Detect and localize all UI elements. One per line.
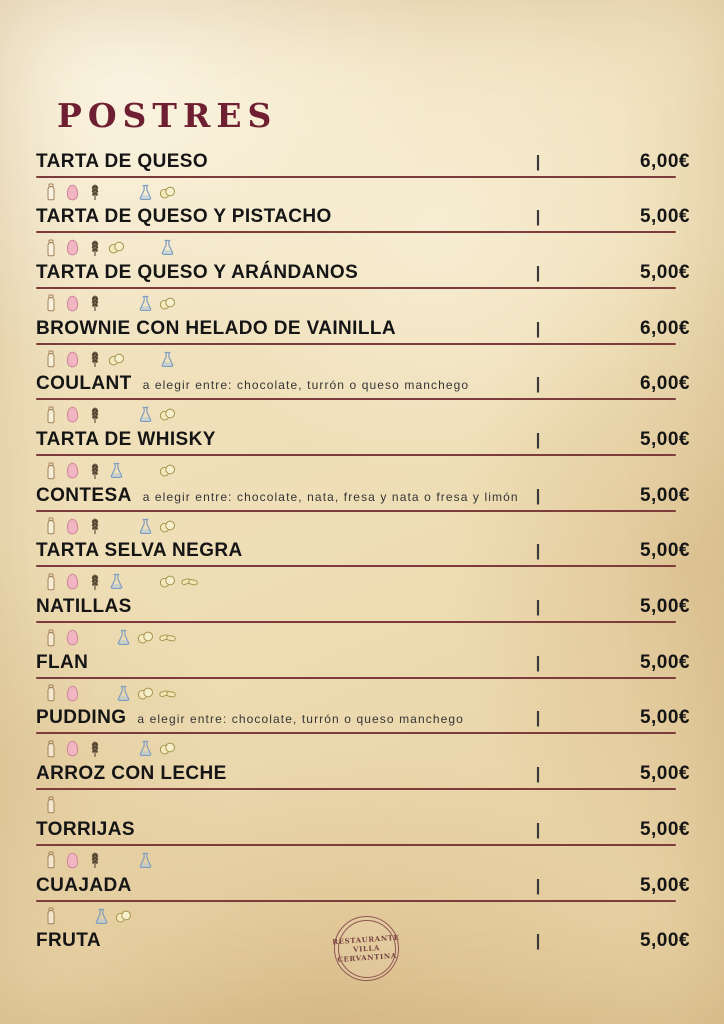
menu-item bbox=[36, 373, 690, 429]
item-name: ARROZ CON LECHE bbox=[36, 763, 227, 785]
item-name: CONTESA bbox=[36, 484, 132, 506]
item-separator: | bbox=[535, 708, 541, 728]
flask-icon bbox=[115, 684, 132, 702]
menu-item bbox=[36, 763, 690, 819]
item-rule bbox=[36, 398, 676, 400]
menu-item-left bbox=[36, 318, 532, 340]
flask-icon bbox=[137, 851, 154, 869]
menu-item-left bbox=[36, 485, 532, 507]
item-name: BROWNIE CON HELADO DE VAINILLA bbox=[36, 317, 396, 339]
wheat-icon bbox=[86, 239, 103, 257]
menu-item-left bbox=[36, 930, 532, 952]
flask-icon bbox=[137, 517, 154, 535]
milk-bottle-icon bbox=[42, 740, 59, 758]
milk-bottle-icon bbox=[42, 517, 59, 535]
egg-icon bbox=[64, 406, 81, 424]
menu-item-line bbox=[36, 429, 690, 451]
item-separator: | bbox=[535, 819, 541, 839]
wheat-icon bbox=[86, 183, 103, 201]
item-name: NATILLAS bbox=[36, 596, 132, 618]
menu-item bbox=[36, 151, 690, 207]
allergen-icons bbox=[36, 628, 690, 647]
menu-item-left bbox=[36, 875, 532, 897]
wheat-icon bbox=[86, 517, 103, 535]
item-price: 5,00€ bbox=[639, 484, 690, 506]
allergen-icons bbox=[36, 405, 690, 424]
menu-item-line bbox=[36, 151, 690, 173]
item-separator: | bbox=[535, 207, 541, 227]
item-separator: | bbox=[535, 485, 541, 505]
flask-icon bbox=[108, 573, 125, 591]
item-price: 5,00€ bbox=[639, 540, 690, 562]
egg-icon bbox=[64, 740, 81, 758]
allergen-icons bbox=[36, 183, 690, 202]
item-rule bbox=[36, 287, 676, 289]
allergen-icons bbox=[36, 294, 690, 313]
milk-bottle-icon bbox=[42, 796, 59, 814]
nuts-icon bbox=[159, 406, 176, 424]
item-separator: | bbox=[535, 541, 541, 561]
item-price: 6,00€ bbox=[639, 373, 690, 395]
wheat-icon bbox=[86, 406, 103, 424]
item-rule bbox=[36, 454, 676, 456]
item-rule bbox=[36, 677, 676, 679]
item-price: 5,00€ bbox=[639, 707, 690, 729]
item-separator: | bbox=[535, 374, 541, 394]
allergen-group-gap bbox=[108, 851, 132, 869]
allergen-icons bbox=[36, 684, 690, 703]
menu-item-line bbox=[36, 875, 690, 897]
page-title: POSTRES bbox=[57, 96, 278, 135]
menu-item-line bbox=[36, 652, 690, 674]
item-separator: | bbox=[535, 262, 541, 282]
item-separator: | bbox=[535, 652, 541, 672]
wheat-icon bbox=[86, 350, 103, 368]
item-price: 5,00€ bbox=[639, 874, 690, 896]
milk-bottle-icon bbox=[42, 907, 59, 925]
nuts-icon bbox=[137, 629, 154, 647]
item-name: TARTA DE WHISKY bbox=[36, 429, 216, 451]
wheat-icon bbox=[86, 573, 103, 591]
item-subtitle: a elegir entre: chocolate, turrón o queso manchego bbox=[142, 378, 470, 393]
menu-item bbox=[36, 485, 690, 541]
item-rule bbox=[36, 343, 676, 345]
item-name: TARTA DE QUESO bbox=[36, 150, 209, 172]
item-rule bbox=[36, 732, 676, 734]
milk-bottle-icon bbox=[42, 183, 59, 201]
menu-item-left bbox=[36, 652, 532, 674]
item-rule bbox=[36, 565, 676, 567]
menu-item bbox=[36, 707, 690, 763]
allergen-group-gap bbox=[130, 239, 154, 257]
menu-item-line bbox=[36, 763, 690, 785]
item-price: 6,00€ bbox=[639, 317, 690, 339]
menu-item-left bbox=[36, 763, 532, 785]
menu-item bbox=[36, 318, 690, 374]
stamp-text-line: RESTAURANTE bbox=[331, 932, 400, 947]
egg-icon bbox=[64, 183, 81, 201]
allergen-group-gap bbox=[86, 684, 110, 702]
nuts-icon bbox=[108, 350, 125, 368]
item-rule bbox=[36, 621, 676, 623]
menu-item bbox=[36, 819, 690, 875]
menu-list bbox=[36, 151, 690, 986]
nuts-icon bbox=[159, 294, 176, 312]
item-price: 5,00€ bbox=[639, 818, 690, 840]
menu-item-line bbox=[36, 262, 690, 284]
peanuts-icon bbox=[159, 684, 176, 702]
allergen-icons bbox=[36, 572, 690, 591]
flask-icon bbox=[93, 907, 110, 925]
egg-icon bbox=[64, 350, 81, 368]
allergen-icons bbox=[36, 739, 690, 758]
nuts-icon bbox=[159, 740, 176, 758]
menu-item-left bbox=[36, 596, 532, 618]
item-name: PUDDING bbox=[36, 707, 127, 729]
menu-item-left bbox=[36, 540, 532, 562]
menu-item-line bbox=[36, 318, 690, 340]
allergen-group-gap bbox=[108, 517, 132, 535]
nuts-icon bbox=[159, 573, 176, 591]
menu-item-left bbox=[36, 373, 532, 395]
menu-item-line bbox=[36, 485, 690, 507]
item-price: 5,00€ bbox=[639, 206, 690, 228]
menu-item-left bbox=[36, 819, 532, 841]
menu-item bbox=[36, 206, 690, 262]
allergen-icons bbox=[36, 517, 690, 536]
egg-icon bbox=[64, 517, 81, 535]
nuts-icon bbox=[115, 907, 132, 925]
item-price: 5,00€ bbox=[639, 651, 690, 673]
milk-bottle-icon bbox=[42, 294, 59, 312]
menu-item-line bbox=[36, 540, 690, 562]
allergen-group-gap bbox=[86, 629, 110, 647]
item-rule bbox=[36, 844, 676, 846]
milk-bottle-icon bbox=[42, 629, 59, 647]
item-rule bbox=[36, 788, 676, 790]
allergen-group-gap bbox=[108, 406, 132, 424]
nuts-icon bbox=[137, 684, 154, 702]
item-name: FLAN bbox=[36, 651, 89, 673]
item-rule bbox=[36, 231, 676, 233]
egg-icon bbox=[64, 629, 81, 647]
flask-icon bbox=[159, 350, 176, 368]
item-name: COULANT bbox=[36, 373, 132, 395]
item-price: 6,00€ bbox=[639, 150, 690, 172]
nuts-icon bbox=[159, 517, 176, 535]
item-name: TORRIJAS bbox=[36, 818, 135, 840]
item-subtitle: a elegir entre: chocolate, nata, fresa y nata o fresa y limón bbox=[142, 489, 519, 504]
item-price: 5,00€ bbox=[639, 763, 690, 785]
wheat-icon bbox=[86, 462, 103, 480]
egg-icon bbox=[64, 684, 81, 702]
milk-bottle-icon bbox=[42, 350, 59, 368]
egg-icon bbox=[64, 239, 81, 257]
allergen-icons bbox=[36, 238, 690, 257]
menu-item bbox=[36, 429, 690, 485]
egg-icon bbox=[64, 573, 81, 591]
menu-item-left bbox=[36, 151, 532, 173]
menu-item bbox=[36, 652, 690, 708]
allergen-icons bbox=[36, 851, 690, 870]
menu-item-line bbox=[36, 373, 690, 395]
menu-item-left bbox=[36, 429, 532, 451]
item-separator: | bbox=[535, 430, 541, 450]
allergen-group-gap bbox=[130, 462, 154, 480]
egg-icon bbox=[64, 294, 81, 312]
item-name: FRUTA bbox=[36, 930, 101, 952]
flask-icon bbox=[108, 462, 125, 480]
allergen-group-gap bbox=[108, 183, 132, 201]
item-separator: | bbox=[535, 931, 541, 951]
allergen-icons bbox=[36, 795, 690, 814]
peanuts-icon bbox=[181, 573, 198, 591]
allergen-icons bbox=[36, 350, 690, 369]
wheat-icon bbox=[86, 851, 103, 869]
item-rule bbox=[36, 900, 676, 902]
flask-icon bbox=[137, 183, 154, 201]
milk-bottle-icon bbox=[42, 684, 59, 702]
nuts-icon bbox=[159, 462, 176, 480]
item-separator: | bbox=[535, 764, 541, 784]
flask-icon bbox=[137, 294, 154, 312]
item-separator: | bbox=[535, 875, 541, 895]
nuts-icon bbox=[159, 183, 176, 201]
menu-item-line bbox=[36, 707, 690, 729]
milk-bottle-icon bbox=[42, 239, 59, 257]
menu-item-left bbox=[36, 707, 532, 729]
item-subtitle: a elegir entre: chocolate, turrón o queso manchego bbox=[137, 712, 464, 727]
item-rule bbox=[36, 510, 676, 512]
flask-icon bbox=[159, 239, 176, 257]
menu-item-left bbox=[36, 262, 532, 284]
stamp-text-line: VILLA bbox=[352, 943, 381, 954]
menu-item bbox=[36, 540, 690, 596]
wheat-icon bbox=[86, 294, 103, 312]
egg-icon bbox=[64, 462, 81, 480]
menu-item-left bbox=[36, 206, 532, 228]
item-name: TARTA DE QUESO Y PISTACHO bbox=[36, 206, 332, 228]
milk-bottle-icon bbox=[42, 462, 59, 480]
allergen-group-gap bbox=[108, 294, 132, 312]
item-name: TARTA DE QUESO Y ARÁNDANOS bbox=[36, 261, 359, 283]
flask-icon bbox=[137, 740, 154, 758]
menu-item-line bbox=[36, 819, 690, 841]
nuts-icon bbox=[108, 239, 125, 257]
allergen-group-gap bbox=[108, 740, 132, 758]
allergen-group-gap bbox=[64, 907, 88, 925]
allergen-icons bbox=[36, 461, 690, 480]
stamp-text-line: CERVANTINA bbox=[337, 950, 398, 965]
item-price: 5,00€ bbox=[639, 930, 690, 952]
allergen-group-gap bbox=[130, 350, 154, 368]
menu-item-line bbox=[36, 206, 690, 228]
menu-item bbox=[36, 596, 690, 652]
egg-icon bbox=[64, 851, 81, 869]
milk-bottle-icon bbox=[42, 573, 59, 591]
item-separator: | bbox=[535, 597, 541, 617]
flask-icon bbox=[137, 406, 154, 424]
item-price: 5,00€ bbox=[639, 596, 690, 618]
allergen-group-gap bbox=[130, 573, 154, 591]
milk-bottle-icon bbox=[42, 406, 59, 424]
item-name: TARTA SELVA NEGRA bbox=[36, 540, 243, 562]
item-name: CUAJADA bbox=[36, 874, 132, 896]
item-price: 5,00€ bbox=[639, 429, 690, 451]
menu-item bbox=[36, 262, 690, 318]
flask-icon bbox=[115, 629, 132, 647]
milk-bottle-icon bbox=[42, 851, 59, 869]
menu-item-line bbox=[36, 596, 690, 618]
peanuts-icon bbox=[159, 629, 176, 647]
item-separator: | bbox=[535, 318, 541, 338]
item-separator: | bbox=[535, 151, 541, 171]
wheat-icon bbox=[86, 740, 103, 758]
item-rule bbox=[36, 176, 676, 178]
dessert-menu bbox=[36, 96, 690, 986]
item-price: 5,00€ bbox=[639, 261, 690, 283]
